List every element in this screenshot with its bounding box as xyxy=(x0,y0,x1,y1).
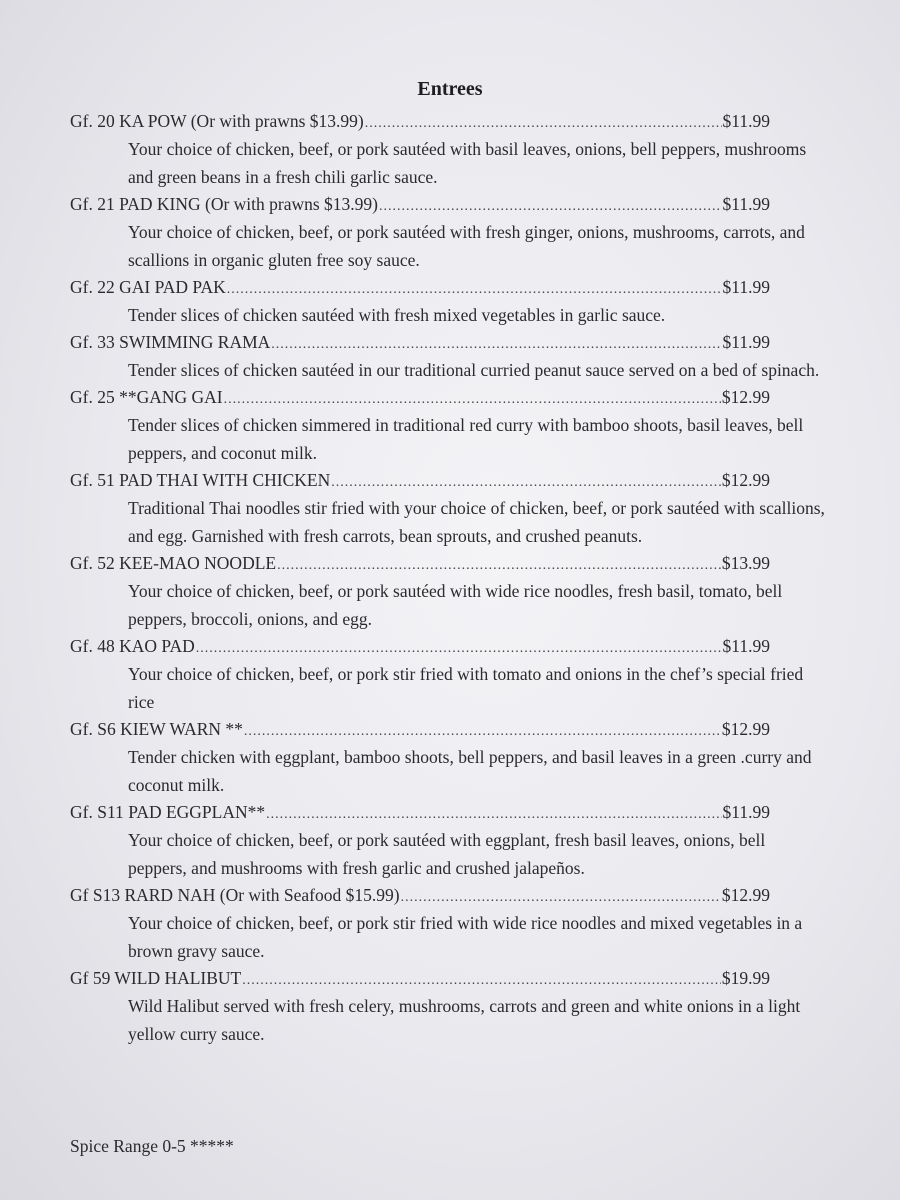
menu-item-title: WILD HALIBUT xyxy=(114,968,242,988)
menu-item-price: $12.99 xyxy=(721,387,770,407)
menu-item-price: $11.99 xyxy=(722,636,770,656)
entrees-list xyxy=(70,108,830,1048)
menu-item-title: KIEW WARN ** xyxy=(120,719,243,739)
menu-item xyxy=(70,274,830,329)
menu-item-code: Gf. 22 xyxy=(70,277,115,297)
menu-item xyxy=(70,882,830,965)
menu-item-code: Gf. 21 xyxy=(70,194,115,214)
menu-item-code: Gf. 20 xyxy=(70,111,115,131)
menu-item-heading xyxy=(70,633,770,660)
dot-leader xyxy=(271,331,721,358)
menu-item-code: Gf 59 xyxy=(70,968,111,988)
menu-item-code: Gf. S11 xyxy=(70,802,124,822)
menu-item xyxy=(70,799,830,882)
menu-item xyxy=(70,633,830,716)
menu-item-name xyxy=(70,799,265,826)
menu-item-code: Gf. 25 xyxy=(70,387,115,407)
menu-item xyxy=(70,965,830,1048)
menu-item-heading xyxy=(70,882,770,909)
menu-item xyxy=(70,716,830,799)
menu-item-heading xyxy=(70,799,770,826)
menu-item-price: $13.99 xyxy=(721,553,770,573)
menu-item-description: Tender slices of chicken sautéed with fresh mixed vegetables in garlic sauce. xyxy=(128,305,666,325)
dot-leader xyxy=(401,884,721,911)
menu-item xyxy=(70,329,830,384)
menu-item-price: $11.99 xyxy=(722,194,770,214)
menu-item-title: GAI PAD PAK xyxy=(119,277,226,297)
menu-item-price: $11.99 xyxy=(722,332,770,352)
menu-item xyxy=(70,467,830,550)
menu-item-name xyxy=(70,384,223,411)
menu-item-description: Your choice of chicken, beef, or pork stir fried with wide rice noodles and mixed vegetables in a brown gravy sauce. xyxy=(128,913,803,961)
dot-leader xyxy=(227,276,722,303)
menu-item xyxy=(70,108,830,191)
menu-item-name xyxy=(70,882,400,909)
spice-range-note: Spice Range 0-5 ***** xyxy=(70,1136,234,1156)
menu-item xyxy=(70,550,830,633)
dot-leader xyxy=(331,469,721,496)
menu-item-heading xyxy=(70,467,770,494)
menu-item-description: Your choice of chicken, beef, or pork stir fried with tomato and onions in the chef’s special fried rice xyxy=(128,664,804,712)
menu-item-price: $11.99 xyxy=(722,277,770,297)
menu-item-heading xyxy=(70,716,770,743)
menu-item-price: $12.99 xyxy=(721,719,770,739)
menu-item-code: Gf. 33 xyxy=(70,332,115,352)
menu-item-price: $11.99 xyxy=(722,802,770,822)
menu-item-name xyxy=(70,274,226,301)
menu-item-name xyxy=(70,329,270,356)
menu-item-heading xyxy=(70,550,770,577)
dot-leader xyxy=(365,110,722,137)
menu-item-heading xyxy=(70,329,770,356)
menu-item-code: Gf. 51 xyxy=(70,470,115,490)
menu-item-description: Your choice of chicken, beef, or pork sautéed with wide rice noodles, fresh basil, tomato, bell peppers, broccoli, onions, and egg. xyxy=(128,581,783,629)
menu-item-description: Traditional Thai noodles stir fried with your choice of chicken, beef, or pork sautéed with scallions, and egg. Garnished with fresh carrots, bean sprouts, and crushed peanuts. xyxy=(128,498,825,546)
menu-item-title: KEE-MAO NOODLE xyxy=(119,553,277,573)
menu-item-title: PAD THAI WITH CHICKEN xyxy=(119,470,331,490)
dot-leader xyxy=(266,801,721,828)
menu-item-heading xyxy=(70,965,770,992)
menu-item-price: $12.99 xyxy=(721,885,770,905)
dot-leader xyxy=(244,718,721,745)
menu-item-description: Your choice of chicken, beef, or pork sautéed with eggplant, fresh basil leaves, onions, bell peppers, and mushrooms with fresh garlic and crushed jalapeños. xyxy=(128,830,766,878)
menu-item-title: KAO PAD xyxy=(119,636,195,656)
menu-item-code: Gf. 48 xyxy=(70,636,115,656)
menu-item-description: Tender chicken with eggplant, bamboo shoots, bell peppers, and basil leaves in a green .curry and coconut milk. xyxy=(128,747,812,795)
menu-item xyxy=(70,191,830,274)
menu-item-code: Gf S13 xyxy=(70,885,121,905)
menu-item-heading xyxy=(70,108,770,135)
menu-item-name xyxy=(70,716,243,743)
menu-item-title: KA POW (Or with prawns $13.99) xyxy=(119,111,364,131)
menu-item-price: $11.99 xyxy=(722,111,770,131)
menu-item-name xyxy=(70,108,364,135)
menu-item-description: Your choice of chicken, beef, or pork sautéed with fresh ginger, onions, mushrooms, carrots, and scallions in organic gluten free soy sauce. xyxy=(128,222,805,270)
menu-item-name xyxy=(70,965,241,992)
menu-item-code: Gf. 52 xyxy=(70,553,115,573)
menu-item-heading xyxy=(70,191,770,218)
menu-item-description: Your choice of chicken, beef, or pork sautéed with basil leaves, onions, bell peppers, mushrooms and green beans in a fresh chili garlic sauce. xyxy=(128,139,807,187)
menu-item-name xyxy=(70,191,378,218)
menu-item-name xyxy=(70,467,330,494)
dot-leader xyxy=(277,552,721,579)
menu-item-name xyxy=(70,633,195,660)
menu-item-description: Tender slices of chicken sautéed in our traditional curried peanut sauce served on a bed of spinach. xyxy=(128,360,820,380)
dot-leader xyxy=(242,967,721,994)
dot-leader xyxy=(379,193,722,220)
menu-item-heading xyxy=(70,384,770,411)
page-title: Entrees xyxy=(417,78,483,100)
menu-item-name xyxy=(70,550,276,577)
menu-item xyxy=(70,384,830,467)
menu-item-description: Tender slices of chicken simmered in traditional red curry with bamboo shoots, basil leaves, bell peppers, and coconut milk. xyxy=(128,415,804,463)
menu-item-title: PAD KING (Or with prawns $13.99) xyxy=(119,194,379,214)
menu-item-title: PAD EGGPLAN** xyxy=(128,802,266,822)
menu-item-price: $12.99 xyxy=(721,470,770,490)
dot-leader xyxy=(224,386,721,413)
menu-item-price: $19.99 xyxy=(721,968,770,988)
menu-item-description: Wild Halibut served with fresh celery, mushrooms, carrots and green and white onions in a light yellow curry sauce. xyxy=(128,996,801,1044)
menu-item-title: RARD NAH (Or with Seafood $15.99) xyxy=(124,885,400,905)
menu-item-title: **GANG GAI xyxy=(119,387,223,407)
menu-item-title: SWIMMING RAMA xyxy=(119,332,271,352)
menu-item-code: Gf. S6 xyxy=(70,719,116,739)
dot-leader xyxy=(196,635,722,662)
menu-item-heading xyxy=(70,274,770,301)
